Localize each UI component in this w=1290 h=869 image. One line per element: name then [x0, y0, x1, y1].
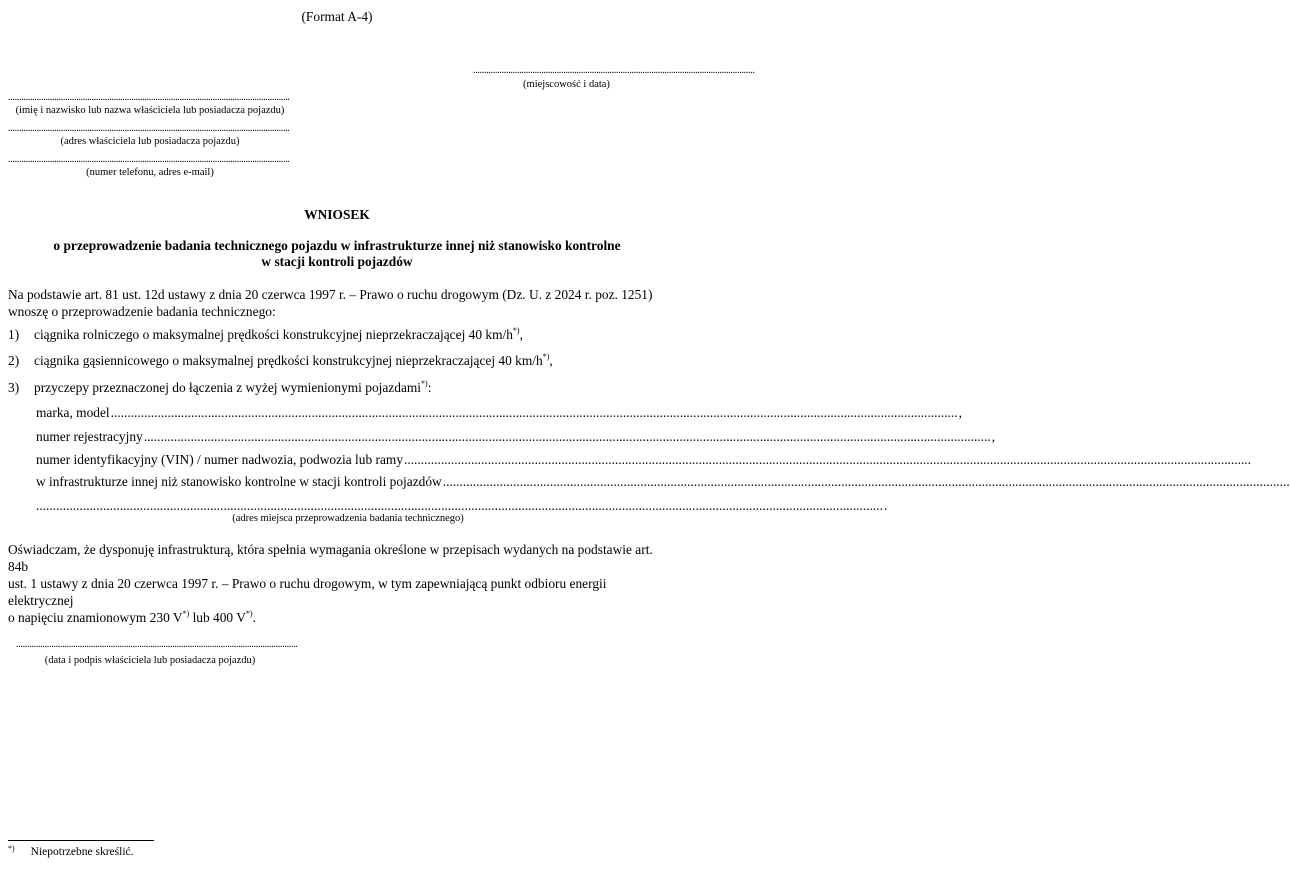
- registration-dots: .............................................................................................................................................................................................................................................................: [143, 429, 991, 444]
- place-date-caption: (miejscowość i data): [523, 79, 610, 90]
- vehicle-item-3: 3) przyczepy przeznaczonej do łączenia z wyżej wymienionymi pojazdami*):: [8, 379, 432, 395]
- declaration-line-1: Oświadczam, że dysponuję infrastrukturą, która spełnia wymagania określone w przepisach wydanych na podstawie art. 84b: [8, 542, 653, 574]
- place-date-field: [473, 65, 755, 91]
- contact-caption: (numer telefonu, adres e-mail): [86, 167, 214, 178]
- vin-dots: .............................................................................................................................................................................................................................................................: [404, 452, 1251, 467]
- item-text: ciągnika gąsiennicowego o maksymalnej prędkości konstrukcyjnej nieprzekraczającej 40 km/h: [34, 353, 543, 368]
- item-number: 1): [8, 327, 20, 342]
- item-number: 3): [8, 380, 20, 395]
- contact-dots: ................................................................................................................................: [8, 154, 290, 165]
- item-footnote-mark: *): [512, 326, 520, 335]
- intro-line-1: Na podstawie art. 81 ust. 12d ustawy z dnia 20 czerwca 1997 r. – Prawo o ruchu drogowym (Dz. U. z 2024 r. poz. 1251): [8, 287, 653, 302]
- document-subtitle: [0, 238, 674, 270]
- infrastructure-field: [36, 473, 1290, 490]
- owner-name-field: [8, 93, 292, 117]
- intro-paragraph: [8, 286, 664, 320]
- signature-dots: ................................................................................................................................: [16, 639, 298, 650]
- address-caption: (adres miejsca przeprowadzenia badania technicznego): [232, 513, 464, 524]
- footnote-mark: *): [182, 609, 190, 618]
- item-text: ciągnika rolniczego o maksymalnej prędkości konstrukcyjnej nieprzekraczającej 40 km/h: [34, 327, 513, 342]
- brand-model-dots: .............................................................................................................................................................................................................................................................: [110, 405, 958, 420]
- brand-model-label: marka, model: [36, 405, 110, 420]
- footnote-mark: *): [8, 844, 15, 853]
- format-label: (Format A-4): [301, 9, 373, 24]
- address-dots: .............................................................................................................................................................................................................................................................: [36, 498, 883, 513]
- vehicle-item-1: 1) ciągnika rolniczego o maksymalnej prędkości konstrukcyjnej nieprzekraczającej 40 km/h*),: [8, 326, 523, 342]
- contact-field: [8, 155, 292, 179]
- vehicle-item-2: 2) ciągnika gąsiennicowego o maksymalnej prędkości konstrukcyjnej nieprzekraczającej 40 km/h*),: [8, 352, 553, 368]
- address-line-field: ............................................................................................................................................................................................................................................................. .: [36, 498, 888, 513]
- item-number: 2): [8, 353, 20, 368]
- infrastructure-dots: .............................................................................................................................................................................................................................................................: [442, 474, 1290, 489]
- owner-name-caption: (imię i nazwisko lub nazwa właściciela lub posiadacza pojazdu): [15, 105, 285, 116]
- declaration-paragraph: [8, 541, 670, 626]
- vin-label: numer identyfikacyjny (VIN) / numer nadwozia, podwozia lub ramy: [36, 452, 404, 467]
- signature-field: [16, 639, 298, 667]
- item-text: przyczepy przeznaczonej do łączenia z wyżej wymienionymi pojazdami: [34, 380, 422, 395]
- footnote-text: Niepotrzebne skreślić.: [30, 846, 134, 858]
- registration-field: numer rejestracyjny ............................................................................................................................................................................................................................................................. ,: [36, 429, 996, 444]
- signature-caption: (data i podpis właściciela lub posiadacza pojazdu): [44, 655, 256, 666]
- brand-model-field: marka, model ............................................................................................................................................................................................................................................................. ,: [36, 405, 962, 420]
- vin-field: [36, 451, 1251, 468]
- owner-address-dots: ................................................................................................................................: [8, 123, 290, 134]
- document-title: WNIOSEK: [304, 207, 370, 222]
- place-date-dots: ................................................................................................................................: [473, 65, 755, 76]
- item-footnote-mark: *): [542, 352, 550, 361]
- declaration-line-2: ust. 1 ustawy z dnia 20 czerwca 1997 r. – Prawo o ruchu drogowym, w tym zapewniającą punkt odbioru energii elektrycznej: [8, 576, 607, 608]
- owner-address-caption: (adres właściciela lub posiadacza pojazdu): [60, 136, 240, 147]
- intro-line-2: wnoszę o przeprowadzenie badania technicznego:: [8, 304, 276, 319]
- subtitle-line-2: w stacji kontroli pojazdów: [261, 254, 413, 269]
- owner-name-dots: ................................................................................................................................: [8, 92, 290, 103]
- owner-address-field: [8, 124, 292, 148]
- footnote-separator: [8, 840, 154, 841]
- declaration-line-3: o napięciu znamionowym 230 V*) lub 400 V*).: [8, 609, 256, 625]
- footnote: [8, 846, 134, 858]
- footnote-mark: *): [245, 609, 253, 618]
- registration-label: numer rejestracyjny: [36, 429, 143, 444]
- infrastructure-label: w infrastrukturze innej niż stanowisko kontrolne w stacji kontroli pojazdów: [36, 474, 442, 489]
- item-footnote-mark: *): [421, 379, 428, 388]
- subtitle-line-1: o przeprowadzenie badania technicznego pojazdu w infrastrukturze innej niż stanowisko kontrolne: [53, 238, 621, 253]
